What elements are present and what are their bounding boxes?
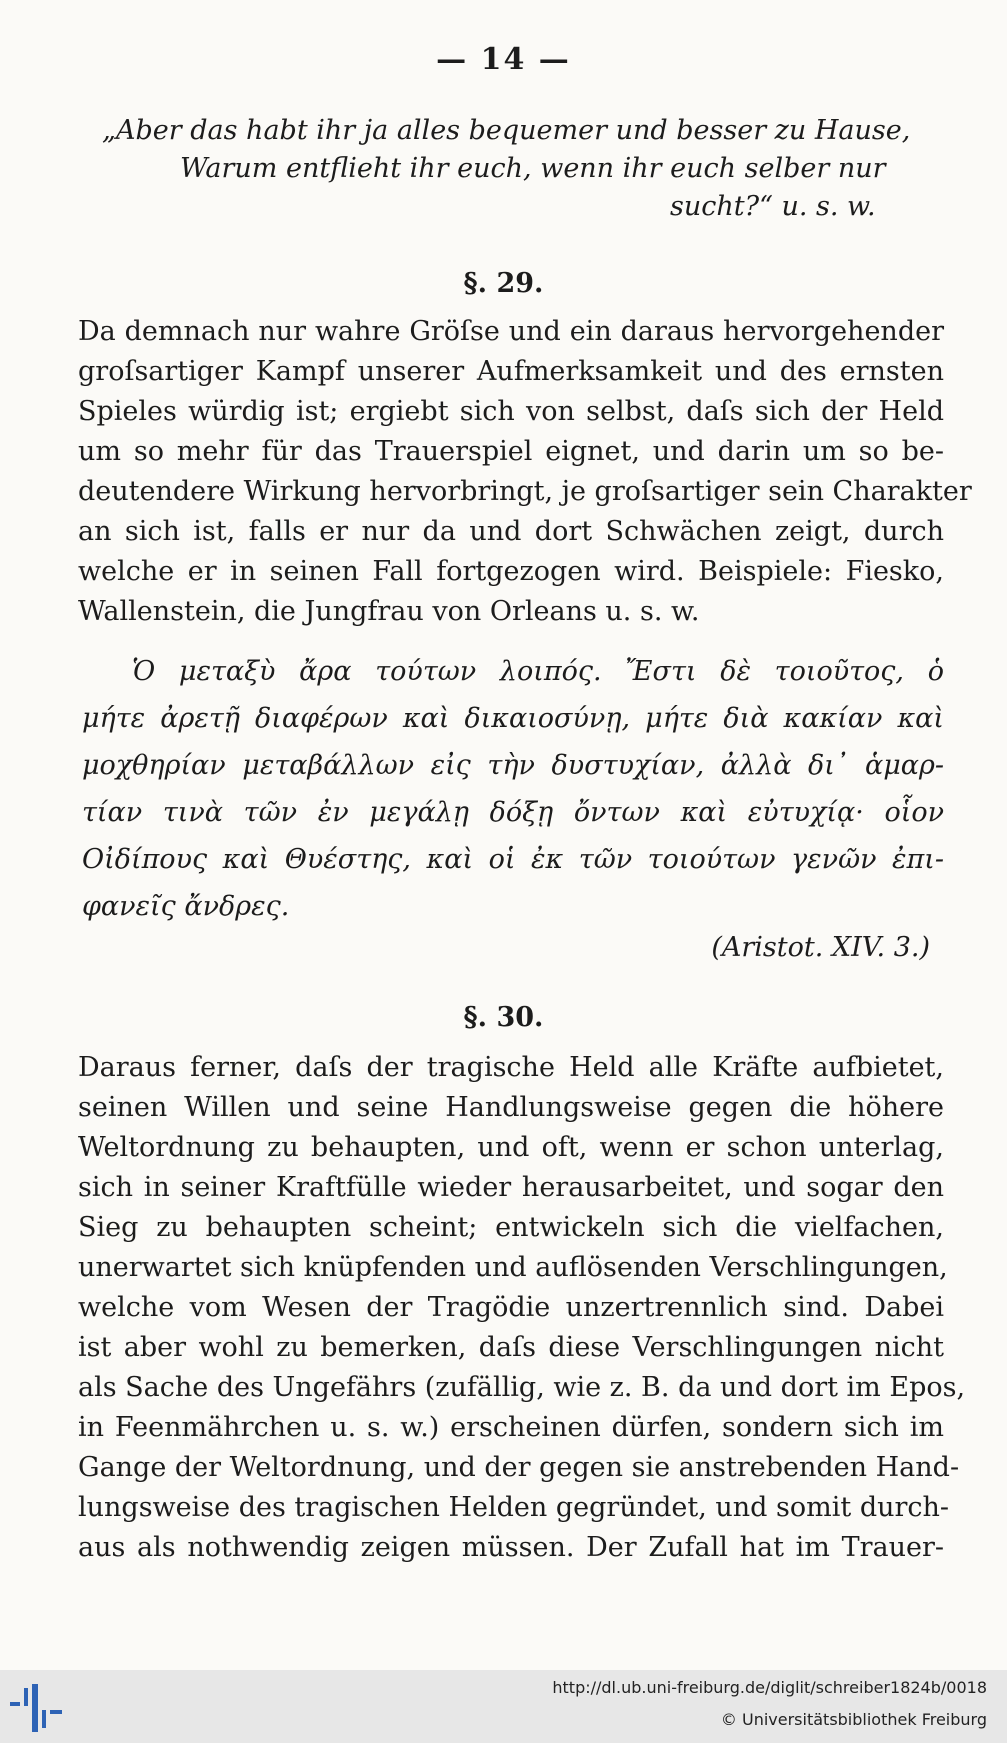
greek-line: Ὁ μεταξὺ ἄρα τούτων λοιπός. Ἔστι δὲ τοιοῦτος, ὁ <box>132 656 944 687</box>
paragraph-line: Sieg zu behaupten scheint; entwickeln sich die vielfachen, <box>78 1212 944 1243</box>
paragraph-line: seinen Willen und seine Handlungsweise gegen die höhere <box>78 1092 944 1123</box>
paragraph-line: als Sache des Ungefährs (zufällig, wie z. B. da und dort im Epos, <box>78 1372 966 1403</box>
paragraph-line: sich in seiner Kraftfülle wieder herausarbeitet, und sogar den <box>78 1172 944 1203</box>
poem-quote <box>80 112 940 232</box>
paragraph-line: aus als nothwendig zeigen müssen. Der Zufall hat im Trauer- <box>78 1532 944 1563</box>
paragraph-line: ist aber wohl zu bemerken, daſs diese Verschlingungen nicht <box>78 1332 944 1363</box>
paragraph-line: Daraus ferner, daſs der tragische Held alle Kräfte aufbietet, <box>78 1052 944 1083</box>
paragraph-section-29 <box>78 312 972 632</box>
greek-line: μήτε ἀρετῇ διαφέρων καὶ δικαιοσύνῃ, μήτε διὰ κακίαν καὶ <box>82 703 944 734</box>
paragraph-line: um so mehr für das Trauerspiel eignet, und darin um so be- <box>78 436 944 467</box>
paragraph-line: welche vom Wesen der Tragödie unzertrennlich sind. Dabei <box>78 1292 944 1323</box>
paragraph-line: deutendere Wirkung hervorbringt, je groſsartiger sein Charakter <box>78 476 972 507</box>
paragraph-line: Spieles würdig ist; ergiebt sich von selbst, daſs sich der Held <box>78 396 944 427</box>
poem-line-1: „Aber das habt ihr ja alles bequemer und besser zu Hause, <box>102 115 911 146</box>
permalink-url[interactable]: http://dl.ub.uni-freiburg.de/diglit/schreiber1824b/0018 <box>552 1678 987 1697</box>
page-number: — 14 — <box>436 42 571 77</box>
section-heading-30: §. 30. <box>463 1002 544 1033</box>
greek-line: φανεῖς ἄνδρες. <box>82 891 290 922</box>
paragraph-line: welche er in seinen Fall fortgezogen wird. Beispiele: Fiesko, <box>78 556 944 587</box>
copyright-notice: © Universitätsbibliothek Freiburg <box>720 1710 987 1729</box>
paragraph-line: Gange der Weltordnung, und der gegen sie anstrebenden Hand- <box>78 1452 960 1483</box>
poem-line-3: sucht?“ u. s. w. <box>670 191 876 222</box>
paragraph-line: Wallenstein, die Jungfrau von Orleans u. s. w. <box>78 596 700 627</box>
paragraph-line: in Feenmährchen u. s. w.) erscheinen dürfen, sondern sich im <box>78 1412 944 1443</box>
greek-line: τίαν τινὰ τῶν ἐν μεγάλῃ δόξῃ ὄντων καὶ εὐτυχίᾳ· οἷον <box>82 797 944 828</box>
viewer-footer <box>0 1670 1007 1743</box>
paragraph-line: an sich ist, falls er nur da und dort Schwächen zeigt, durch <box>78 516 944 547</box>
poem-line-2: Warum entflieht ihr euch, wenn ihr euch selber nur <box>180 153 886 184</box>
paragraph-line: Da demnach nur wahre Gröſse und ein daraus hervorgehender <box>78 316 944 347</box>
greek-line: μοχθηρίαν μεταβάλλων εἰς τὴν δυστυχίαν, ἀλλὰ δι᾽ ἁμαρ- <box>82 750 944 781</box>
paragraph-line: groſsartiger Kampf unserer Aufmerksamkeit und des ernsten <box>78 356 944 387</box>
paragraph-line: unerwartet sich knüpfenden und auflösenden Verschlingungen, <box>78 1252 948 1283</box>
greek-quotation <box>82 648 944 930</box>
section-heading-29: §. 29. <box>463 268 544 299</box>
citation: (Aristot. XIV. 3.) <box>711 932 930 963</box>
ub-freiburg-logo-icon[interactable] <box>10 1684 64 1732</box>
paragraph-line: lungsweise des tragischen Helden gegründet, und somit durch- <box>78 1492 950 1523</box>
paragraph-line: Weltordnung zu behaupten, und oft, wenn er schon unterlag, <box>78 1132 944 1163</box>
greek-line: Οἰδίπους καὶ Θυέστης, καὶ οἱ ἐκ τῶν τοιούτων γενῶν ἐπι- <box>82 844 944 875</box>
paragraph-section-30 <box>78 1048 966 1568</box>
